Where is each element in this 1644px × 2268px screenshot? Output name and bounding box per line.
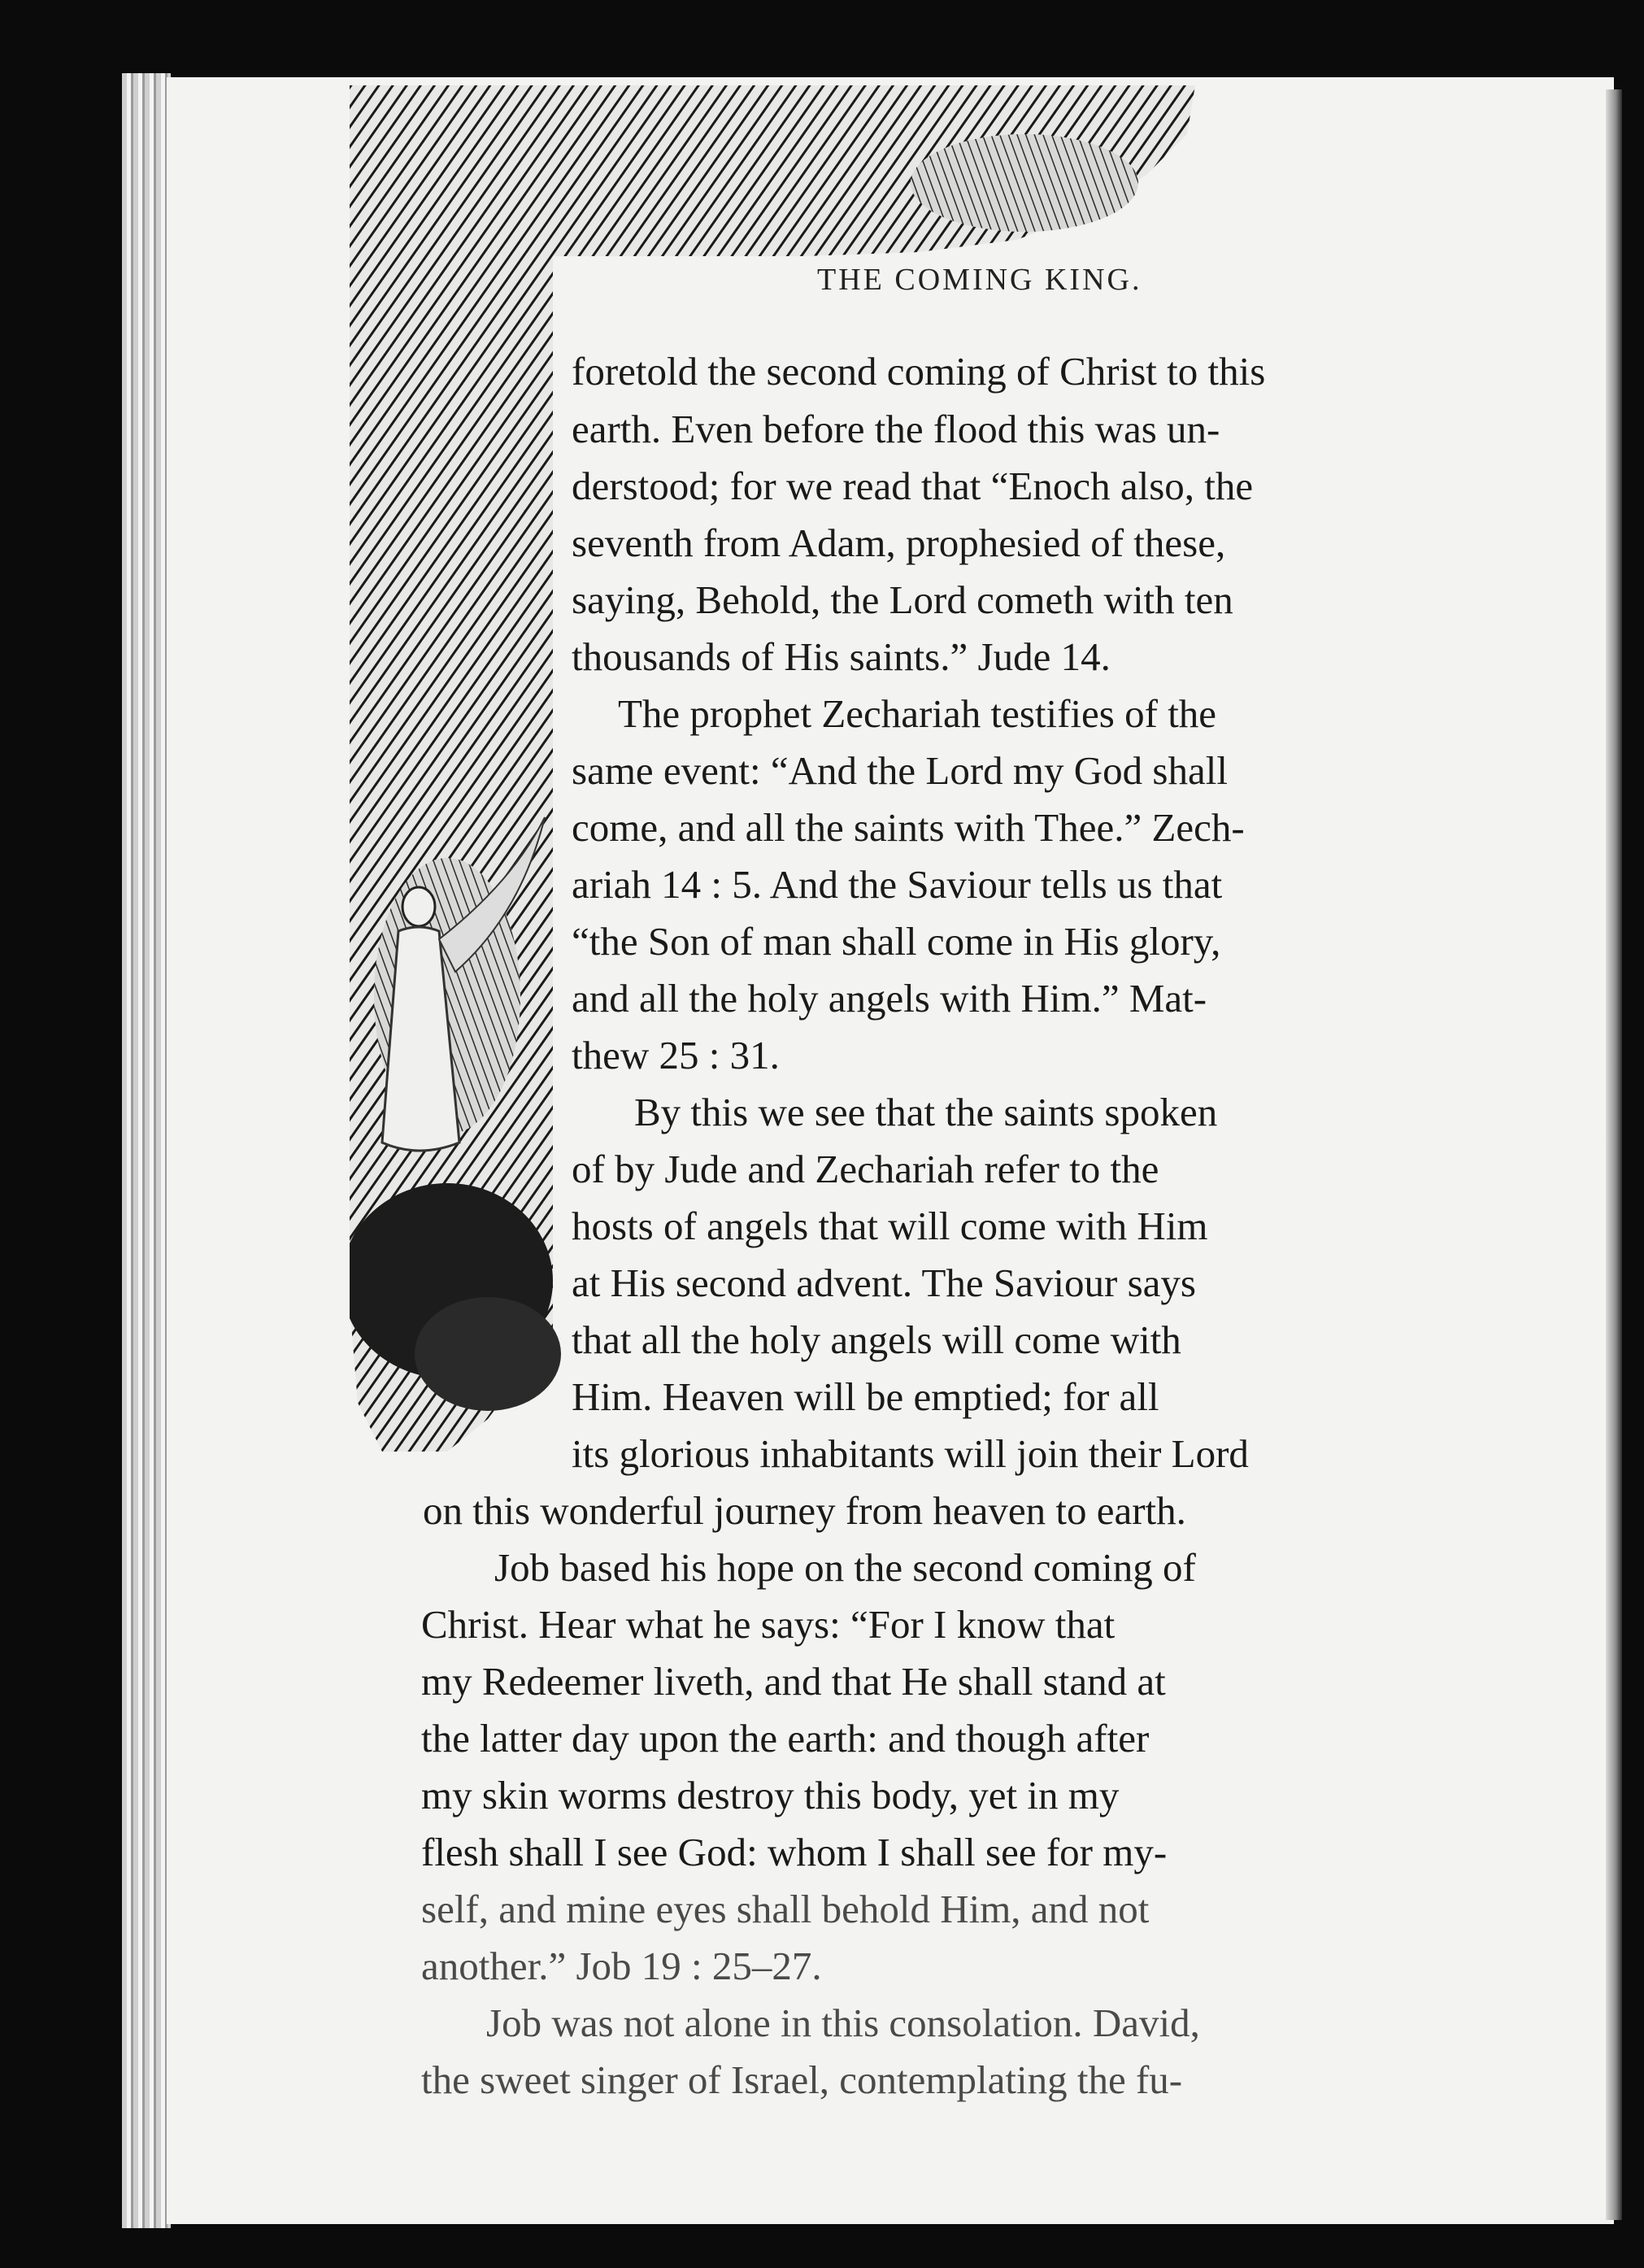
text-line: Christ. Hear what he says: “For I know that: [421, 1602, 1116, 1647]
text-line: thousands of His saints.” Jude 14.: [572, 634, 1111, 679]
text-line: at His second advent. The Saviour says: [572, 1260, 1196, 1305]
text-line: hosts of angels that will come with Him: [572, 1204, 1208, 1248]
text-line: seventh from Adam, prophesied of these,: [572, 520, 1226, 565]
text-line: my skin worms destroy this body, yet in my: [421, 1773, 1120, 1817]
text-line: “the Son of man shall come in His glory,: [572, 919, 1221, 964]
text-line: thew 25 : 31.: [572, 1033, 780, 1077]
text-line: the sweet singer of Israel, contemplating the fu-: [421, 2057, 1183, 2102]
text-line: ariah 14 : 5. And the Saviour tells us that: [572, 862, 1223, 907]
text-line: saying, Behold, the Lord cometh with ten: [572, 577, 1233, 622]
text-line: Job based his hope on the second coming of: [494, 1545, 1196, 1590]
text-line: derstood; for we read that “Enoch also, the: [572, 464, 1254, 508]
text-line: its glorious inhabitants will join their Lord: [572, 1431, 1249, 1476]
text-line: on this wonderful journey from heaven to earth.: [423, 1488, 1186, 1533]
running-title: THE COMING KING.: [817, 263, 1142, 297]
text-line: same event: “And the Lord my God shall: [572, 748, 1228, 793]
text-line: The prophet Zechariah testifies of the: [618, 691, 1217, 736]
text-line: Him. Heaven will be emptied; for all: [572, 1374, 1159, 1419]
text-line: the latter day upon the earth: and though after: [421, 1716, 1150, 1761]
text-line: By this we see that the saints spoken: [634, 1090, 1218, 1134]
text-line: of by Jude and Zechariah refer to the: [572, 1147, 1159, 1191]
text-line: that all the holy angels will come with: [572, 1317, 1181, 1362]
text-line: and all the holy angels with Him.” Mat-: [572, 976, 1207, 1021]
text-line: foretold the second coming of Christ to this: [572, 349, 1266, 394]
text-line: another.” Job 19 : 25–27.: [421, 1944, 822, 1988]
text-line: flesh shall I see God: whom I shall see for my-: [421, 1830, 1168, 1874]
text-line: earth. Even before the flood this was un-: [572, 407, 1220, 451]
text-line: come, and all the saints with Thee.” Zech-: [572, 805, 1245, 850]
text-line: my Redeemer liveth, and that He shall stand at: [421, 1659, 1166, 1704]
text-line: Job was not alone in this consolation. David,: [486, 2000, 1200, 2045]
text-line: self, and mine eyes shall behold Him, and not: [421, 1887, 1150, 1931]
